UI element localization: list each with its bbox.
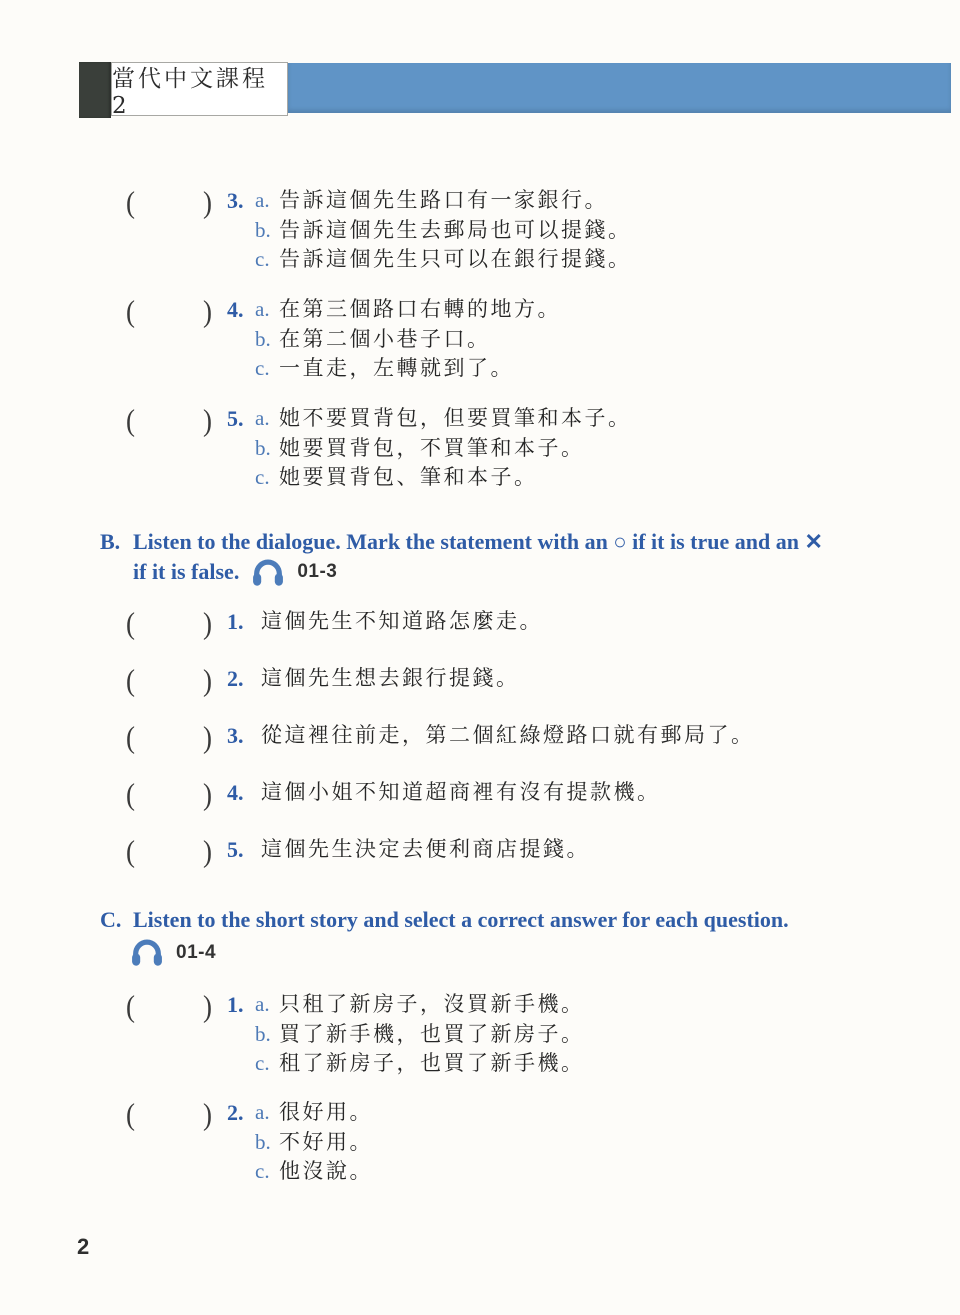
option-letter: a. — [255, 1100, 270, 1124]
section-c-audio-row — [130, 938, 216, 967]
statement-number: 1. — [227, 609, 244, 634]
question-number: 2. — [227, 1100, 244, 1125]
options — [255, 1098, 373, 1187]
section-b-heading-line1: Listen to the dialogue. Mark the statement with an ○ if it is true and an ✕ — [133, 529, 823, 554]
option-text: 一直走，左轉就到了。 — [279, 356, 514, 380]
statement-number: 4. — [227, 780, 244, 805]
option-a — [255, 990, 585, 1020]
question-a5 — [126, 404, 632, 493]
paren-close: ) — [203, 184, 212, 220]
question-c1 — [126, 990, 585, 1079]
answer-slot — [126, 990, 212, 1023]
paren-open: ( — [126, 293, 135, 329]
option-text: 告訴這個先生去郵局也可以提錢。 — [279, 217, 632, 242]
section-b-heading — [100, 527, 823, 587]
section-b-heading-text — [133, 527, 823, 587]
section-b-heading-line2 — [133, 557, 823, 587]
paren-open: ( — [126, 719, 135, 755]
paren-close: ) — [203, 662, 212, 698]
paren-open: ( — [126, 988, 135, 1024]
headphone-icon — [130, 938, 164, 967]
paren-close: ) — [203, 719, 212, 755]
answer-slot — [126, 404, 212, 437]
option-text: 買了新手機，也買了新房子。 — [279, 1021, 585, 1046]
option-b — [255, 216, 632, 246]
statement-text: 從這裡往前走，第二個紅綠燈路口就有郵局了。 — [261, 723, 755, 747]
section-b-label: B. — [100, 529, 121, 554]
paren-close: ) — [203, 776, 212, 812]
option-letter: c. — [255, 356, 270, 380]
book-title-box — [111, 62, 288, 119]
option-letter: b. — [255, 1129, 271, 1154]
paren-open: ( — [126, 605, 135, 641]
option-c — [255, 354, 561, 384]
option-letter: b. — [255, 435, 271, 460]
paren-open: ( — [126, 662, 135, 698]
option-text: 她不要買背包，但要買筆和本子。 — [279, 406, 632, 430]
paren-close: ) — [203, 988, 212, 1024]
option-letter: b. — [255, 326, 271, 351]
audio-track-label: 01-4 — [176, 941, 217, 963]
option-letter: c. — [255, 1051, 270, 1075]
option-letter: a. — [255, 406, 270, 430]
option-text: 他沒說。 — [279, 1159, 373, 1183]
option-c — [255, 463, 632, 493]
question-number: 3. — [227, 188, 244, 213]
statement-text: 這個小姐不知道超商裡有沒有提款機。 — [261, 780, 661, 804]
section-c-heading-text: Listen to the short story and select a correct answer for each question. — [133, 907, 789, 932]
paren-close: ) — [203, 293, 212, 329]
answer-slot — [126, 721, 212, 754]
paren-open: ( — [126, 833, 135, 869]
statement-b3 — [126, 719, 755, 755]
statement-b1 — [126, 605, 543, 641]
statement-number: 5. — [227, 837, 244, 862]
option-letter: b. — [255, 1021, 271, 1046]
option-a — [255, 404, 632, 434]
option-a — [255, 186, 632, 216]
paren-close: ) — [203, 402, 212, 438]
option-letter: b. — [255, 217, 271, 242]
headphone-icon — [251, 558, 285, 587]
answer-slot — [126, 1098, 212, 1131]
paren-close: ) — [203, 1096, 212, 1132]
statement-text: 這個先生決定去便利商店提錢。 — [261, 837, 590, 861]
option-a — [255, 1098, 373, 1128]
page-header — [79, 62, 951, 119]
statement-number: 2. — [227, 666, 244, 691]
option-b — [255, 1020, 585, 1050]
option-text: 在第三個路口右轉的地方。 — [279, 297, 561, 321]
paren-open: ( — [126, 402, 135, 438]
paren-open: ( — [126, 1096, 135, 1132]
answer-slot — [126, 295, 212, 328]
options — [255, 990, 585, 1079]
paren-close: ) — [203, 833, 212, 869]
page-number: 2 — [77, 1234, 90, 1259]
header-dark-square — [79, 62, 111, 118]
statement-text: 這個先生不知道路怎麼走。 — [261, 609, 543, 633]
paren-open: ( — [126, 776, 135, 812]
paren-open: ( — [126, 184, 135, 220]
option-text: 告訴這個先生路口有一家銀行。 — [279, 188, 608, 212]
question-a3 — [126, 186, 632, 275]
question-a4 — [126, 295, 561, 384]
section-c-label: C. — [100, 907, 122, 932]
option-letter: a. — [255, 992, 270, 1016]
statement-number: 3. — [227, 723, 244, 748]
option-c — [255, 1049, 585, 1079]
option-c — [255, 245, 632, 275]
option-text: 在第二個小巷子口。 — [279, 326, 491, 351]
statement-b4 — [126, 776, 661, 812]
option-b — [255, 325, 561, 355]
header-blue-bar — [288, 63, 951, 113]
option-text: 她要買背包、筆和本子。 — [279, 465, 538, 489]
option-c — [255, 1157, 373, 1187]
options — [255, 186, 632, 275]
options — [255, 295, 561, 384]
option-letter: a. — [255, 188, 270, 212]
option-text: 租了新房子，也買了新手機。 — [279, 1051, 585, 1075]
audio-track-label: 01-3 — [297, 561, 338, 582]
paren-close: ) — [203, 605, 212, 641]
book-title: 當代中文課程 2 — [112, 65, 268, 119]
question-number: 4. — [227, 297, 244, 322]
option-letter: c. — [255, 1159, 270, 1183]
option-text: 她要買背包，不買筆和本子。 — [279, 435, 585, 460]
question-number: 5. — [227, 406, 244, 431]
option-text: 告訴這個先生只可以在銀行提錢。 — [279, 247, 632, 271]
answer-slot — [126, 778, 212, 811]
option-letter: c. — [255, 465, 270, 489]
statement-b5 — [126, 833, 590, 869]
statement-b2 — [126, 662, 520, 698]
question-number: 1. — [227, 992, 244, 1017]
option-a — [255, 295, 561, 325]
section-b-heading-line2-text: if it is false. — [133, 559, 240, 584]
question-c2 — [126, 1098, 373, 1187]
options — [255, 404, 632, 493]
option-text: 很好用。 — [279, 1100, 373, 1124]
answer-slot — [126, 835, 212, 868]
option-text: 不好用。 — [279, 1129, 373, 1154]
statement-text: 這個先生想去銀行提錢。 — [261, 666, 520, 690]
option-b — [255, 434, 632, 464]
option-letter: c. — [255, 247, 270, 271]
section-c-heading — [100, 905, 789, 935]
answer-slot — [126, 607, 212, 640]
answer-slot — [126, 664, 212, 697]
option-letter: a. — [255, 297, 270, 321]
option-b — [255, 1128, 373, 1158]
option-text: 只租了新房子，沒買新手機。 — [279, 992, 585, 1016]
answer-slot — [126, 186, 212, 219]
